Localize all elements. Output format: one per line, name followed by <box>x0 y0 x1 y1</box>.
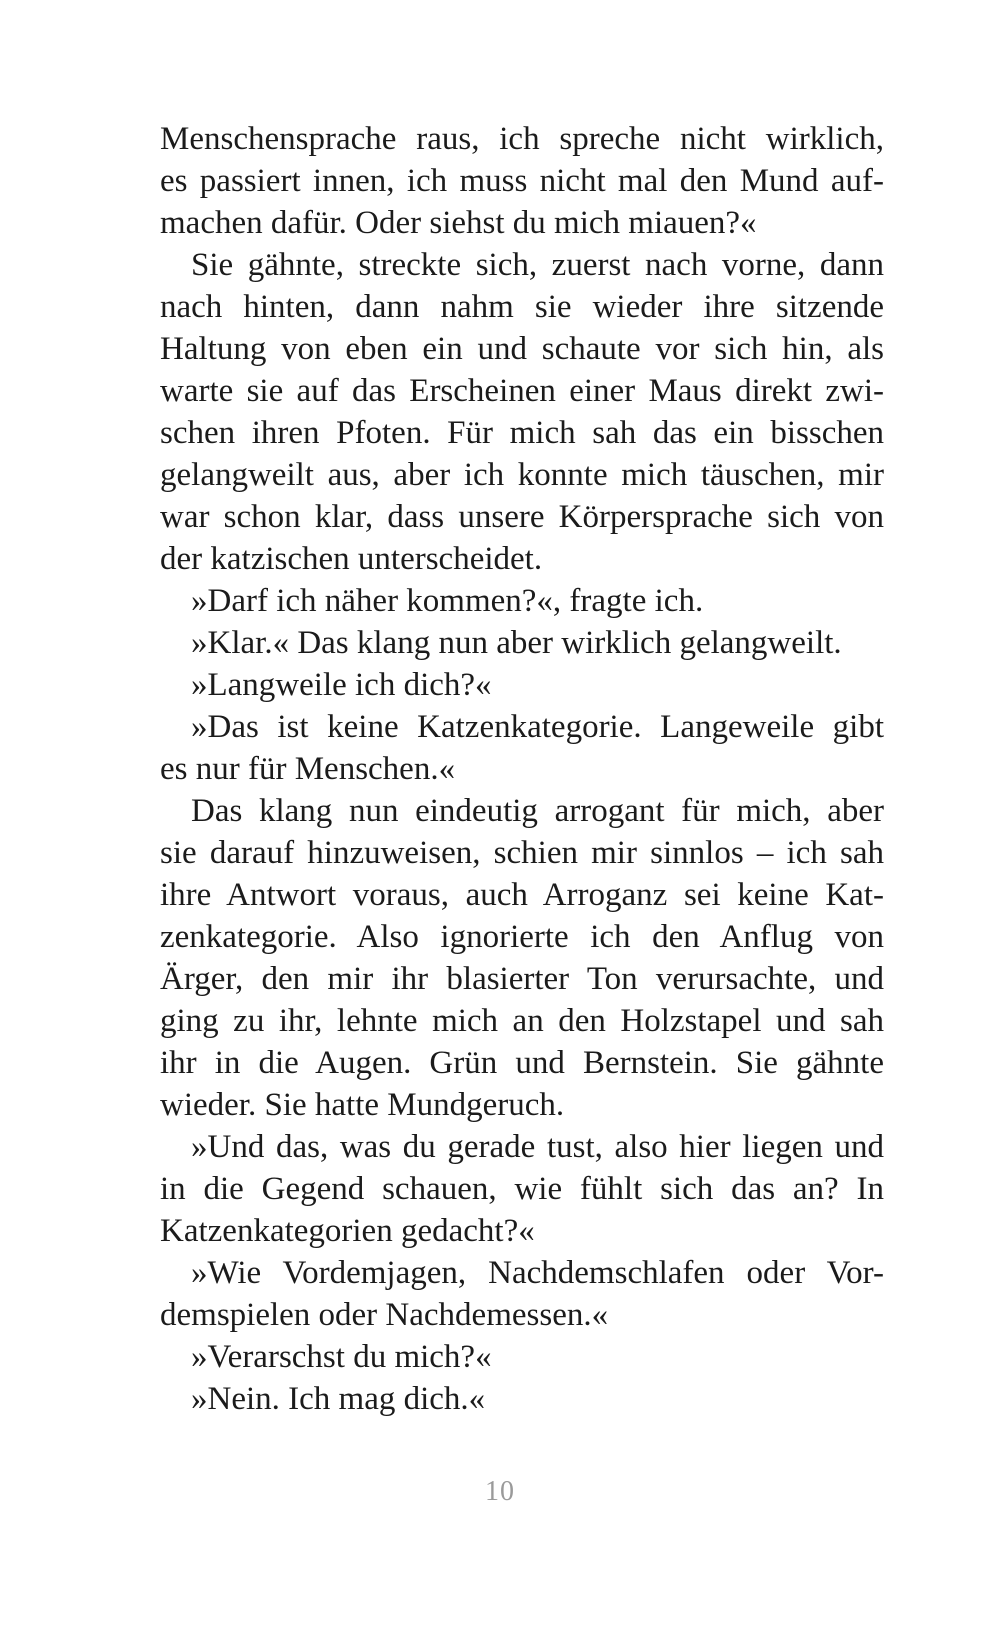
text-line: war schon klar, dass unsere Körpersprache sich von <box>160 499 884 535</box>
text-line: »Und das, was du gerade tust, also hier liegen und <box>191 1129 884 1165</box>
paragraph <box>160 790 884 1126</box>
text-line: ihr in die Augen. Grün und Bernstein. Sie gähnte <box>160 1045 884 1081</box>
text-line: »Das ist keine Katzenkategorie. Langeweile gibt <box>191 709 884 745</box>
text-line: nach hinten, dann nahm sie wieder ihre sitzende <box>160 289 884 325</box>
text-line: schen ihren Pfoten. Für mich sah das ein bisschen <box>160 415 884 451</box>
page-number: 10 <box>485 1476 515 1507</box>
paragraph <box>160 664 884 706</box>
text-line: wieder. Sie hatte Mundgeruch. <box>160 1087 565 1123</box>
paragraph <box>160 622 884 664</box>
text-line: es passiert innen, ich muss nicht mal den Mund auf- <box>160 163 884 199</box>
text-line: der katzischen unterscheidet. <box>160 541 543 577</box>
text-line: ging zu ihr, lehnte mich an den Holzstapel und sah <box>160 1003 884 1039</box>
text-line: Katzenkategorien gedacht?« <box>160 1213 535 1249</box>
text-line: Sie gähnte, streckte sich, zuerst nach vorne, dann <box>191 247 884 283</box>
text-line: »Langweile ich dich?« <box>191 667 492 703</box>
text-line: machen dafür. Oder siehst du mich miauen?« <box>160 205 757 241</box>
text-line: sie darauf hinzuweisen, schien mir sinnlos – ich sah <box>160 835 884 871</box>
paragraph <box>160 1378 884 1420</box>
text-line: demspielen oder Nachdemessen.« <box>160 1297 609 1333</box>
text-line: Ärger, den mir ihr blasierter Ton verursachte, und <box>160 961 884 997</box>
paragraph <box>160 580 884 622</box>
text-line: ihre Antwort voraus, auch Arroganz sei keine Kat- <box>160 877 884 913</box>
body-text <box>160 118 884 1420</box>
text-line: »Verarschst du mich?« <box>191 1339 492 1375</box>
text-line: gelangweilt aus, aber ich konnte mich täuschen, mir <box>160 457 884 493</box>
paragraph <box>160 244 884 580</box>
text-line: »Wie Vordemjagen, Nachdemschlafen oder Vor- <box>191 1255 884 1291</box>
paragraph <box>160 118 884 244</box>
paragraph <box>160 1336 884 1378</box>
paragraph <box>160 1252 884 1336</box>
text-line: zenkategorie. Also ignorierte ich den Anflug von <box>160 919 884 955</box>
text-line: warte sie auf das Erscheinen einer Maus direkt zwi- <box>160 373 884 409</box>
paragraph <box>160 1126 884 1252</box>
text-line: Haltung von eben ein und schaute vor sich hin, als <box>160 331 884 367</box>
text-line: »Darf ich näher kommen?«, fragte ich. <box>191 583 704 619</box>
text-line: in die Gegend schauen, wie fühlt sich das an? In <box>160 1171 884 1207</box>
text-line: es nur für Menschen.« <box>160 751 456 787</box>
text-line: »Nein. Ich mag dich.« <box>191 1381 486 1417</box>
text-line: Das klang nun eindeutig arrogant für mich, aber <box>191 793 884 829</box>
text-line: Menschensprache raus, ich spreche nicht wirklich, <box>160 121 884 157</box>
paragraph <box>160 706 884 790</box>
text-line: »Klar.« Das klang nun aber wirklich gelangweilt. <box>191 625 842 661</box>
